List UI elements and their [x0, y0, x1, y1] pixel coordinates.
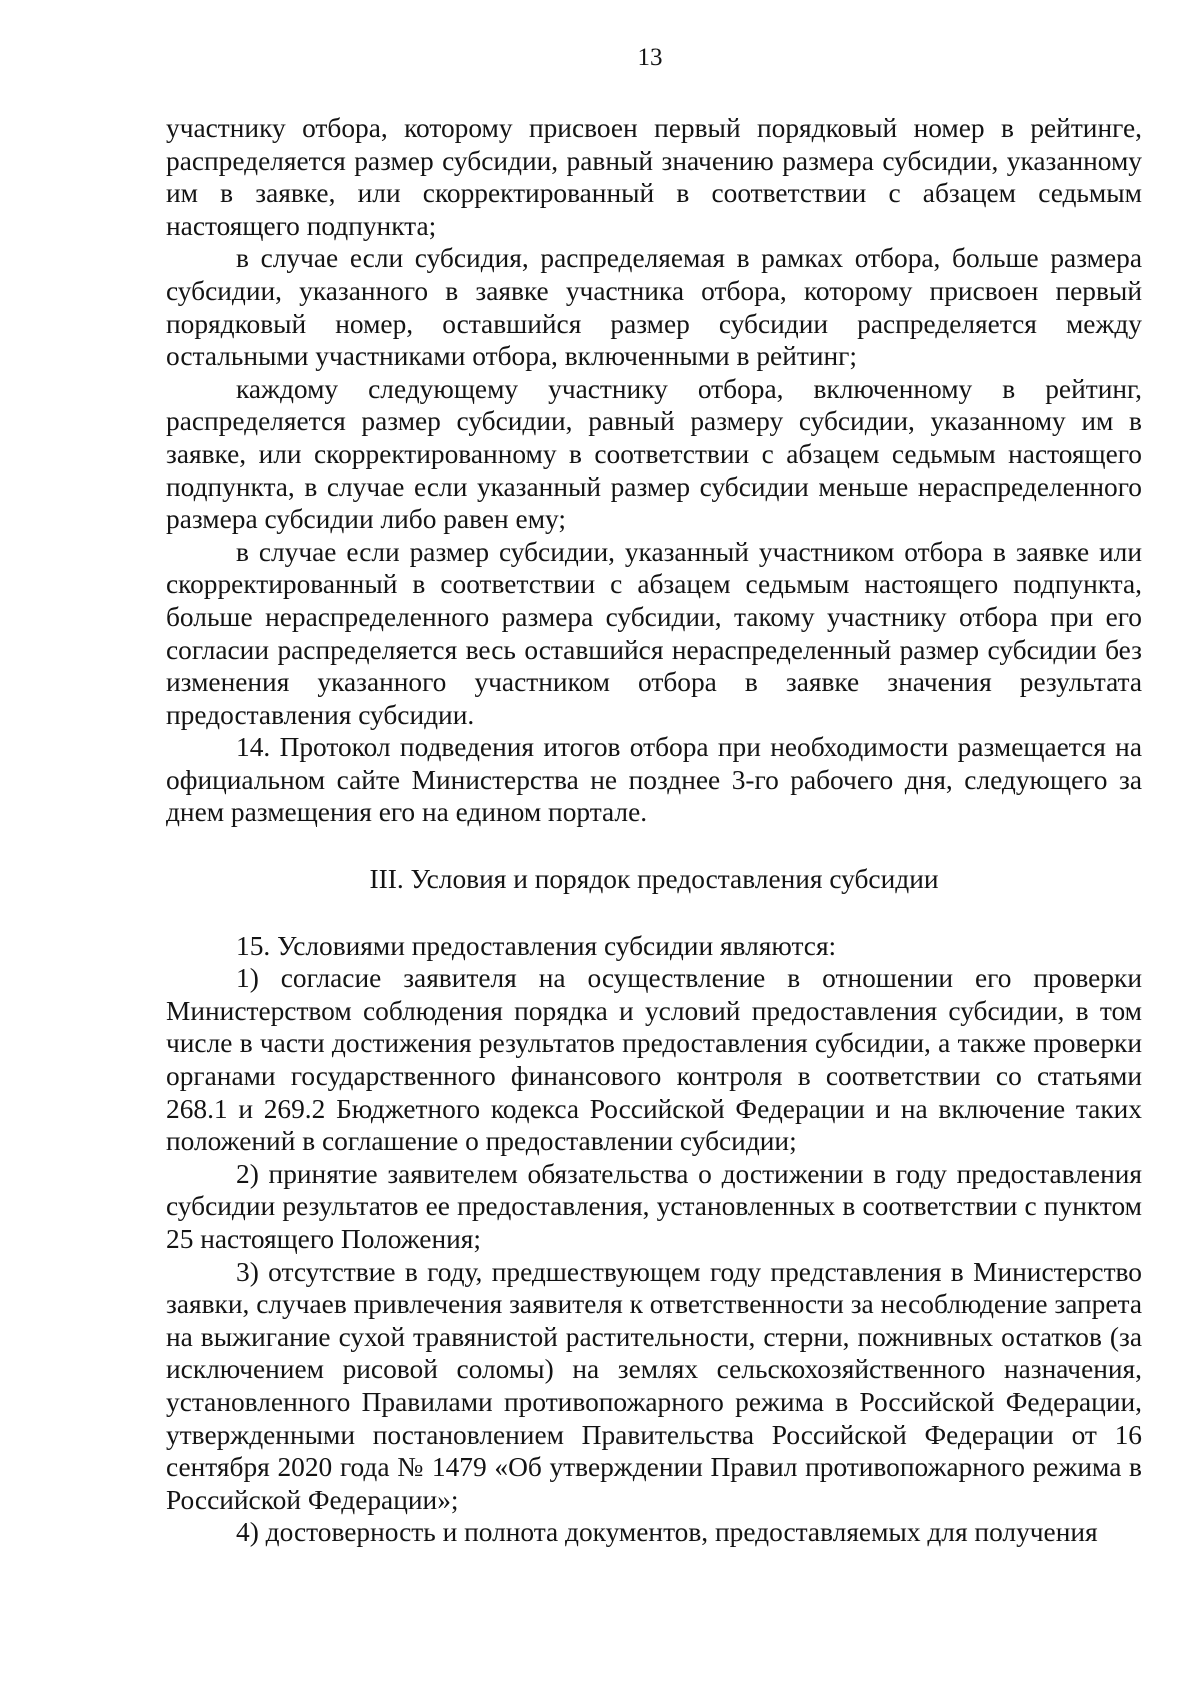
section-heading: III. Условия и порядок предоставления субсидии — [369, 864, 939, 895]
paragraph: в случае если размер субсидии, указанный участником отбора в заявке или скорректированный в соответствии с абзацем седьмым настоящего подпункта, больше нераспределенного размера субсидии, такому участнику отбора при его согласии распределяется весь оставшийся нераспределенный размер субсидии без изменения указанного участником отбора в заявке значения результата предоставления субсидии. — [166, 536, 1142, 730]
paragraph-subitem-4: 4) достоверность и полнота документов, предоставляемых для получения — [236, 1517, 1098, 1548]
paragraph: в случае если субсидия, распределяемая в рамках отбора, больше размера субсидии, указанного в заявке участника отбора, которому присвоен первый порядковый номер, оставшийся размер субсидии распределяется между остальными участниками отбора, включенными в рейтинг; — [166, 243, 1142, 372]
paragraph-subitem-3: 3) отсутствие в году, предшествующем году представления в Министерство заявки, случаев привлечения заявителя к ответственности за несоблюдение запрета на выжигание сухой травянистой растительности, стерни, пожнивных остатков (за исключением рисовой соломы) на землях сельскохозяйственного назначения, установленного Правилами противопожарного режима в Российской Федерации, утвержденными постановлением Правительства Российской Федерации от 16 сентября 2020 года № 1479 «Об утверждении Правил противопожарного режима в Российской Федерации»; — [166, 1256, 1142, 1515]
document-body — [166, 112, 1142, 1549]
paragraph-item-15: 15. Условиями предоставления субсидии являются: — [236, 930, 837, 961]
page-number: 13 — [637, 44, 663, 71]
paragraph-continuation: участнику отбора, которому присвоен первый порядковый номер в рейтинге, распределяется размер субсидии, равный значению размера субсидии, указанному им в заявке, или скорректированный в соответствии с абзацем седьмым настоящего подпункта; — [166, 113, 1142, 241]
paragraph-subitem-2: 2) принятие заявителем обязательства о достижении в году предоставления субсидии результатов ее предоставления, установленных в соответствии с пунктом 25 настоящего Положения; — [166, 1158, 1142, 1254]
paragraph-item-14: 14. Протокол подведения итогов отбора при необходимости размещается на официальном сайте Министерства не позднее 3-го рабочего дня, следующего за днем размещения его на едином портале. — [166, 732, 1142, 828]
paragraph-subitem-1: 1) согласие заявителя на осуществление в отношении его проверки Министерством соблюдения порядка и условий предоставления субсидии, в том числе в части достижения результатов предоставления субсидии, а также проверки органами государственного финансового контроля в соответствии со статьями 268.1 и 269.2 Бюджетного кодекса Российской Федерации и на включение таких положений в соглашение о предоставлении субсидии; — [166, 963, 1142, 1157]
paragraph: каждому следующему участнику отбора, включенному в рейтинг, распределяется размер субсидии, равный размеру субсидии, указанному им в заявке, или скорректированному в соответствии с абзацем седьмым настоящего подпункта, в случае если указанный размер субсидии меньше нераспределенного размера субсидии либо равен ему; — [166, 373, 1142, 535]
